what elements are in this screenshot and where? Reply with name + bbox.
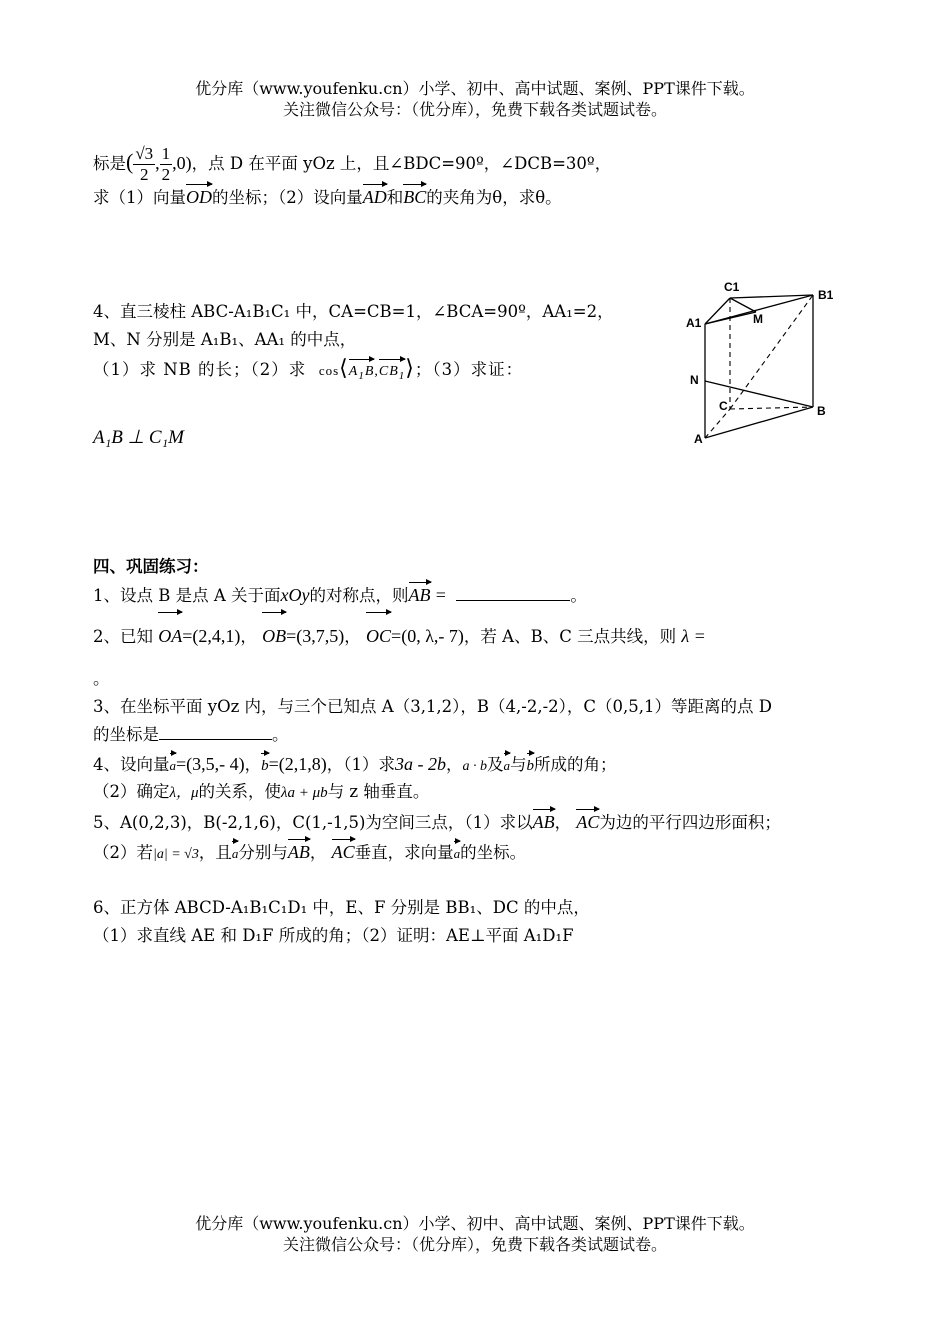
practice-2-end: 。 (93, 669, 110, 688)
practice-5-line1: 5、A(0,2,3)，B(-2,1,6)，C(1,-1,5)为空间三点，（1）求以AB， AC为边的平行四边形面积； (93, 808, 781, 835)
label-m: M (753, 312, 763, 326)
section-title: 四、巩固练习： (93, 557, 209, 576)
vector-ac-q5: AC (576, 808, 599, 834)
practice-4-line2: （2）确定λ，μ的关系，使λa + μb与 z 轴垂直。 (93, 782, 430, 801)
label-c1: C1 (724, 280, 740, 294)
q3-fraction-sqrt3-over-2: $\frac{√3}{2}$ (135, 144, 154, 184)
q3-fraction-1-over-2: $\frac{1}{2}$ (161, 144, 171, 184)
segment-c1-m (730, 298, 756, 312)
edge-c-b-hidden (730, 407, 813, 409)
vector-ob: OB (262, 611, 286, 659)
page-footer-line2: 关注微信公众号：（优分库），免费下载各类试题试卷。 (282, 1235, 667, 1254)
practice-2: 2、已知 OA=(2,4,1)， OB=(3,7,5)， OC=(0, λ,- 7)，若 A、B、C 三点共线，则 λ = (93, 611, 706, 660)
q3-line1: 标是( $\frac{√3}{2}$ , $\frac{1}{2}$ ,0)，点 D 在平面 yOz 上，且∠BDC=90º，∠DCB=30º， (93, 144, 612, 184)
diagonal-c-b1-hidden (730, 295, 813, 409)
q4-line1: 4、直三棱柱 ABC-A₁B₁C₁ 中，CA=CB=1，∠BCA=90º，AA₁=2， (93, 302, 614, 321)
answer-blank-1[interactable] (456, 600, 570, 601)
q3-condition-text: ，点 D 在平面 yOz 上，且∠BDC=90º，∠DCB=30º， (191, 154, 612, 173)
edge-a-c-hidden (705, 409, 730, 438)
q4-line2: M、N 分别是 A₁B₁、AA₁ 的中点， (93, 330, 357, 349)
label-b: B (817, 404, 826, 418)
label-c: C (719, 399, 728, 413)
page-footer-line1: 优分库（www.youfenku.cn）小学、初中、高中试题、案例、PPT课件下载。 (195, 1214, 755, 1233)
practice-5-line2: （2）若|a| = √3，且a分别与AB， AC垂直，求向量a的坐标。 (93, 838, 526, 867)
label-a1: A1 (686, 316, 702, 330)
practice-4-line1: 4、设向量a=(3,5,- 4)，b=(2,1,8)，（1）求3a - 2b，a · b及a与b所成的角； (93, 752, 617, 779)
vector-oc: OC (366, 611, 391, 659)
q4-prove-statement: A₁B ⊥ C₁M (93, 427, 184, 448)
answer-blank-3[interactable] (159, 739, 272, 740)
vector-od: OD (186, 183, 212, 209)
label-b1: B1 (818, 288, 834, 302)
edge-c1-b1 (730, 295, 813, 298)
q3-line2: 求（1）向量OD的坐标；（2）设向量AD和BC的夹角为θ，求θ。 (93, 183, 562, 210)
label-a: A (694, 432, 703, 446)
page-header-line2: 关注微信公众号：（优分库），免费下载各类试题试卷。 (282, 100, 667, 119)
vector-ab-q5: AB (533, 808, 555, 834)
q4-line3: （1）求 NB 的长；（2）求 $\cos⟨A_1B,CB_1⟩$；（3）求证： (93, 356, 523, 388)
practice-6-line1: 6、正方体 ABCD-A₁B₁C₁D₁ 中，E、F 分别是 BB₁、DC 的中点， (93, 898, 590, 917)
vector-ab: AB (409, 581, 431, 607)
practice-3-line1: 3、在坐标平面 yOz 内，与三个已知点 A（3,1,2），B（4,-2,-2），C（0,5,1）等距离的点 D (93, 697, 773, 716)
practice-6-line2: （1）求直线 AE 和 D₁F 所成的角；（2）证明：AE⊥平面 A₁D₁F (93, 926, 574, 945)
practice-1: 1、设点 B 是点 A 关于面xOy的对称点，则AB = 。 (93, 581, 587, 608)
vector-bc: BC (403, 183, 426, 209)
practice-3-line2: 的坐标是 。 (93, 725, 289, 744)
prism-figure (686, 275, 850, 450)
vector-ad: AD (363, 183, 387, 209)
page-header-line1: 优分库（www.youfenku.cn）小学、初中、高中试题、案例、PPT课件下载。 (195, 79, 755, 98)
label-n: N (690, 373, 699, 387)
q3-prefix: 标是 (93, 154, 126, 173)
vector-oa: OA (158, 611, 182, 659)
